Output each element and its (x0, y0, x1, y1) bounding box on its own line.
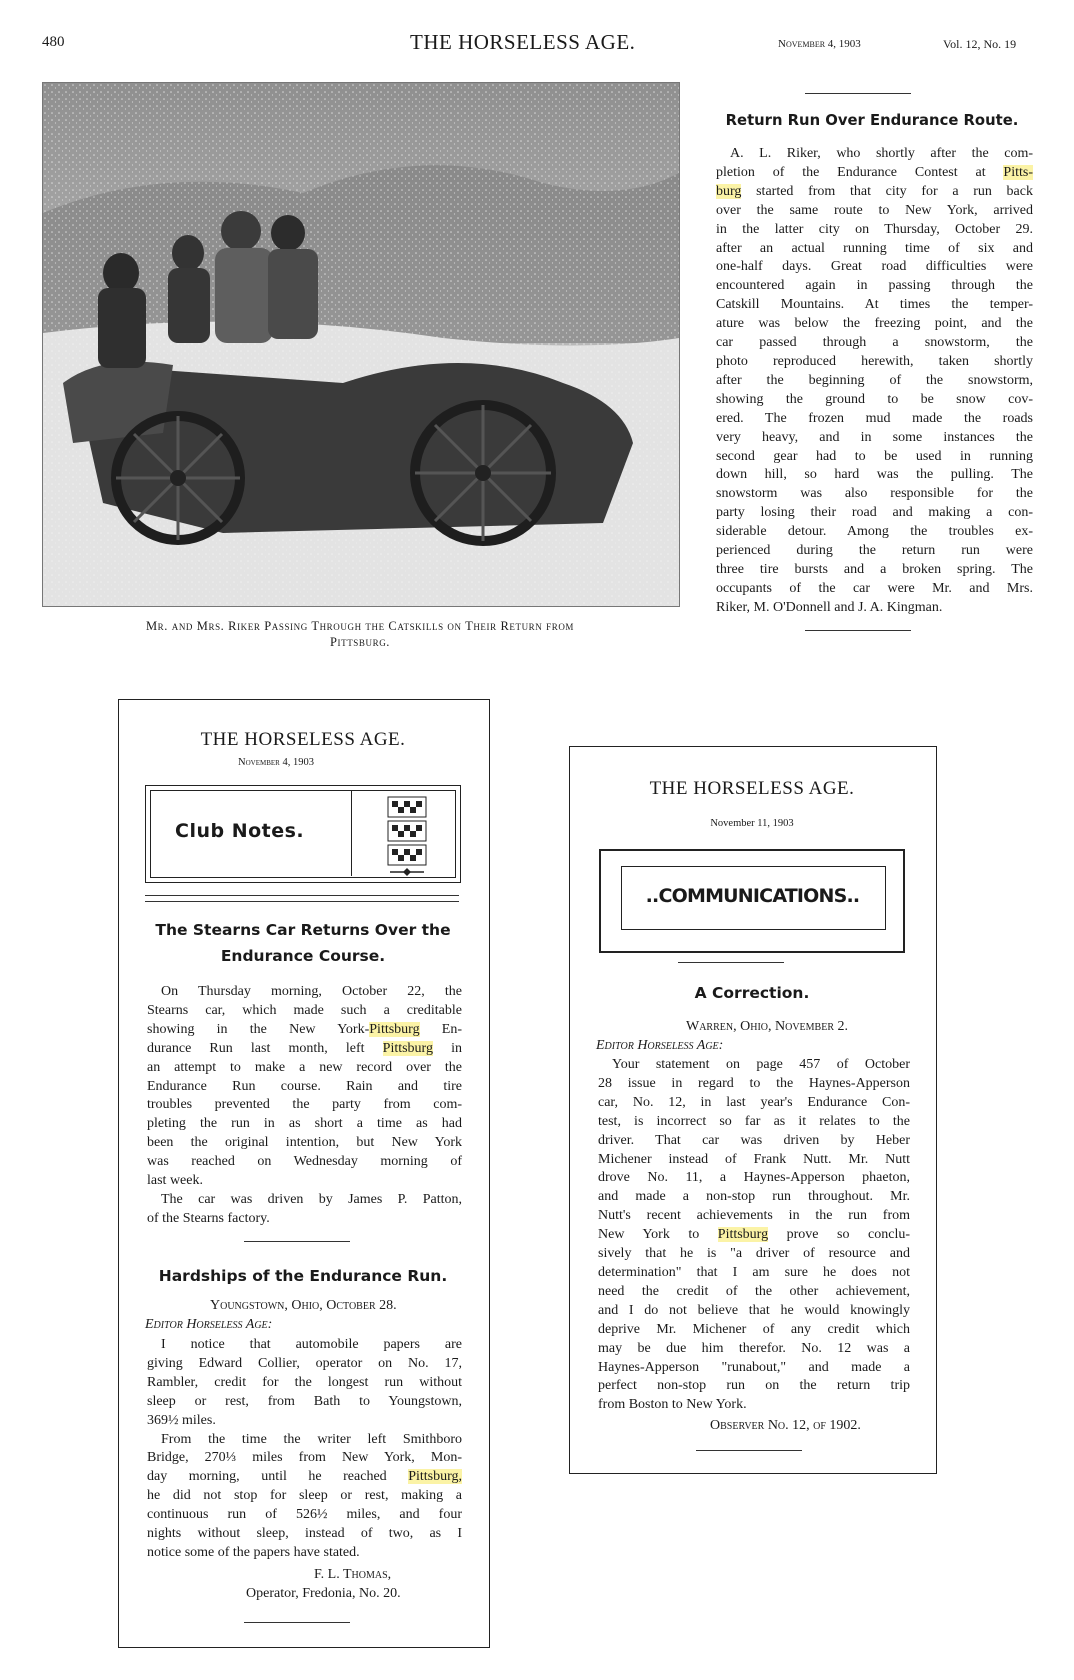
text-line: car, No. 12, in last year's Endurance Con- (598, 1094, 910, 1110)
return-run-title: Return Run Over Endurance Route. (725, 112, 1019, 129)
text-line: troubles prevented the party from com- (147, 1097, 462, 1113)
text-line: in the latter city on Thursday, October 29. (716, 221, 1033, 237)
text-line: On Thursday morning, October 22, the (161, 984, 462, 999)
text-line: sively that he is "a driver of resource and (598, 1246, 910, 1262)
text-line: Catskill Mountains. At times the temper- (716, 297, 1033, 313)
text-line: durance Run last month, left Pittsburg in (147, 1040, 462, 1056)
correction-signature: Observer No. 12, of 1902. (710, 1418, 861, 1433)
text-line: very heavy, and in some instances the (716, 429, 1033, 445)
text-line: after the beginning of the snowstorm, (716, 372, 1033, 388)
text-line: snowstorm was also responsible for the (716, 486, 1033, 502)
caption-line: Mr. and Mrs. Riker Passing Through the Catskills on Their Return from (145, 619, 575, 633)
text-line: after an actual running time of six and (716, 240, 1033, 256)
text-line: was reached on Wednesday morning of (147, 1154, 462, 1170)
text-line: perfect non-stop run on the return trip (598, 1378, 910, 1394)
text-line: burg started from that city for a run back (716, 183, 1033, 199)
correction-title: A Correction. (694, 984, 810, 1002)
text-line: encountered again in passing through the (716, 278, 1033, 294)
text-line: Rambler, credit for the longest run without (147, 1374, 462, 1390)
snowstorm-car-photo (42, 82, 680, 607)
text-line: ature was below the freezing point, and the (716, 316, 1033, 332)
text-line: Nutt's recent achievements in the run from (598, 1208, 910, 1224)
page-number: 480 (42, 34, 65, 50)
title-line: Endurance Course. (220, 947, 386, 965)
title-line: The Stearns Car Returns Over the (155, 921, 451, 939)
hardships-salutation: Editor Horseless Age: (145, 1317, 273, 1332)
correction-body (598, 1056, 910, 1415)
text-line: of the Stearns factory. (147, 1210, 270, 1226)
text-line: Riker, M. O'Donnell and J. A. Kingman. (716, 599, 943, 615)
text-line: siderable detour. Among the troubles ex- (716, 524, 1033, 540)
text-line: he did not stop for sleep or rest, making a (147, 1488, 462, 1504)
text-line: Michener instead of Frank Nutt. Mr. Nutt (598, 1151, 910, 1167)
text-line: notice some of the papers have stated. (147, 1544, 360, 1560)
text-line: deprive Mr. Michener of any credit which (598, 1321, 910, 1337)
text-line: ered. The frozen mud made the roads (716, 410, 1033, 426)
clipping-date: November 11, 1903 (710, 818, 794, 829)
text-line: may be due him therefor. No. 12 was a (598, 1340, 910, 1356)
divider (805, 93, 911, 94)
club-notes-heading: Club Notes. (175, 820, 305, 842)
text-line: perienced during the return run were (716, 543, 1033, 559)
clipping-masthead: THE HORSELESS AGE. (200, 729, 406, 750)
header-date: November 4, 1903 (778, 38, 861, 50)
hardships-signature-title: Operator, Fredonia, No. 20. (246, 1586, 401, 1601)
text-line: 28 issue in regard to the Haynes-Apperson (598, 1075, 910, 1091)
hardships-body (147, 1336, 462, 1563)
text-line: photo reproduced herewith, taken shortly (716, 353, 1033, 369)
clipping-date: November 4, 1903 (238, 757, 314, 768)
hardships-dateline: Youngstown, Ohio, October 28. (210, 1298, 397, 1313)
text-line: A. L. Riker, who shortly after the com- (730, 146, 1033, 161)
hardships-signature: F. L. Thomas, (314, 1567, 392, 1582)
text-line: giving Edward Collier, operator on No. 17, (147, 1355, 462, 1371)
text-line: New York to Pittsburg prove so conclu- (598, 1227, 910, 1243)
hardships-title: Hardships of the Endurance Run. (158, 1267, 448, 1285)
text-line: determination" that I am sure he does not (598, 1264, 910, 1280)
text-line: and made a non-stop run throughout. Mr. (598, 1189, 910, 1205)
text-line: car passed through a snowstorm, the (716, 335, 1033, 351)
car-illustration (43, 83, 679, 606)
caption-line: Pittsburg. (329, 635, 391, 649)
text-line: second gear had to be used in running (716, 448, 1033, 464)
text-line: driver. That car was driven by Heber (598, 1132, 910, 1148)
ornament-icon (382, 793, 432, 877)
text-line: showing the ground to be snow cov- (716, 391, 1033, 407)
text-line: Your statement on page 457 of October (612, 1057, 910, 1072)
text-line: drove No. 11, a Haynes-Apperson phaeton, (598, 1170, 910, 1186)
text-line: The car was driven by James P. Patton, (161, 1191, 462, 1207)
text-line: need the credit of the other achievement, (598, 1283, 910, 1299)
return-run-body (716, 145, 1033, 618)
text-line: showing in the New York-Pittsburg En- (147, 1021, 463, 1037)
text-line: test, is incorrect so far as it relates to the (598, 1113, 910, 1129)
text-line: one-half days. Great road difficulties were (716, 259, 1033, 275)
text-line: three tire bursts and a broken spring. The (716, 561, 1033, 577)
text-line: occupants of the car were Mr. and Mrs. (716, 580, 1033, 596)
communications-heading: ..COMMUNICATIONS.. (645, 885, 860, 907)
text-line: From the time the writer left Smithboro (161, 1431, 462, 1447)
text-line: pleting the run in as short a time as had (147, 1116, 462, 1132)
text-line: and I do not believe that he would knowingly (598, 1302, 910, 1318)
text-line: Haynes-Apperson "runabout," and made a (598, 1359, 910, 1375)
divider (244, 1241, 350, 1242)
stearns-title (128, 917, 478, 969)
text-line: Stearns car, which made such a creditable (147, 1002, 462, 1018)
correction-salutation: Editor Horseless Age: (596, 1038, 724, 1053)
text-line: nights without sleep, instead of two, as I (147, 1526, 462, 1542)
text-line: I notice that automobile papers are (161, 1337, 462, 1352)
divider (145, 895, 459, 896)
divider (678, 962, 784, 963)
header-volume: Vol. 12, No. 19 (943, 37, 1017, 51)
clipping-masthead: THE HORSELESS AGE. (649, 778, 855, 799)
text-line: Bridge, 270⅓ miles from New York, Mon- (147, 1450, 462, 1466)
divider (244, 1622, 350, 1623)
text-line: from Boston to New York. (598, 1397, 747, 1413)
divider (145, 901, 459, 902)
text-line: pletion of the Endurance Contest at Pitts- (716, 164, 1033, 180)
correction-dateline: Warren, Ohio, November 2. (686, 1019, 848, 1034)
text-line: over the same route to New York, arrived (716, 202, 1033, 218)
text-line: an attempt to make a new record over the (147, 1059, 462, 1075)
text-line: party losing their road and making a con- (716, 505, 1033, 521)
text-line: continuous run of 526½ miles, and four (147, 1507, 462, 1523)
photo-caption (55, 618, 665, 650)
text-line: Endurance Run course. Rain and tire (147, 1078, 462, 1094)
divider (805, 630, 911, 631)
banner-divider (351, 790, 352, 876)
text-line: sleep or rest, from Bath to Youngstown, (147, 1393, 462, 1409)
text-line: last week. (147, 1173, 203, 1189)
divider (696, 1450, 802, 1451)
text-line: 369½ miles. (147, 1412, 216, 1428)
text-line: day morning, until he reached Pittsburg, (147, 1469, 462, 1485)
text-line: been the original intention, but New York (147, 1135, 462, 1151)
text-line: down hill, so hard was the pulling. The (716, 467, 1033, 483)
stearns-body (147, 983, 462, 1229)
masthead: THE HORSELESS AGE. (410, 30, 636, 54)
